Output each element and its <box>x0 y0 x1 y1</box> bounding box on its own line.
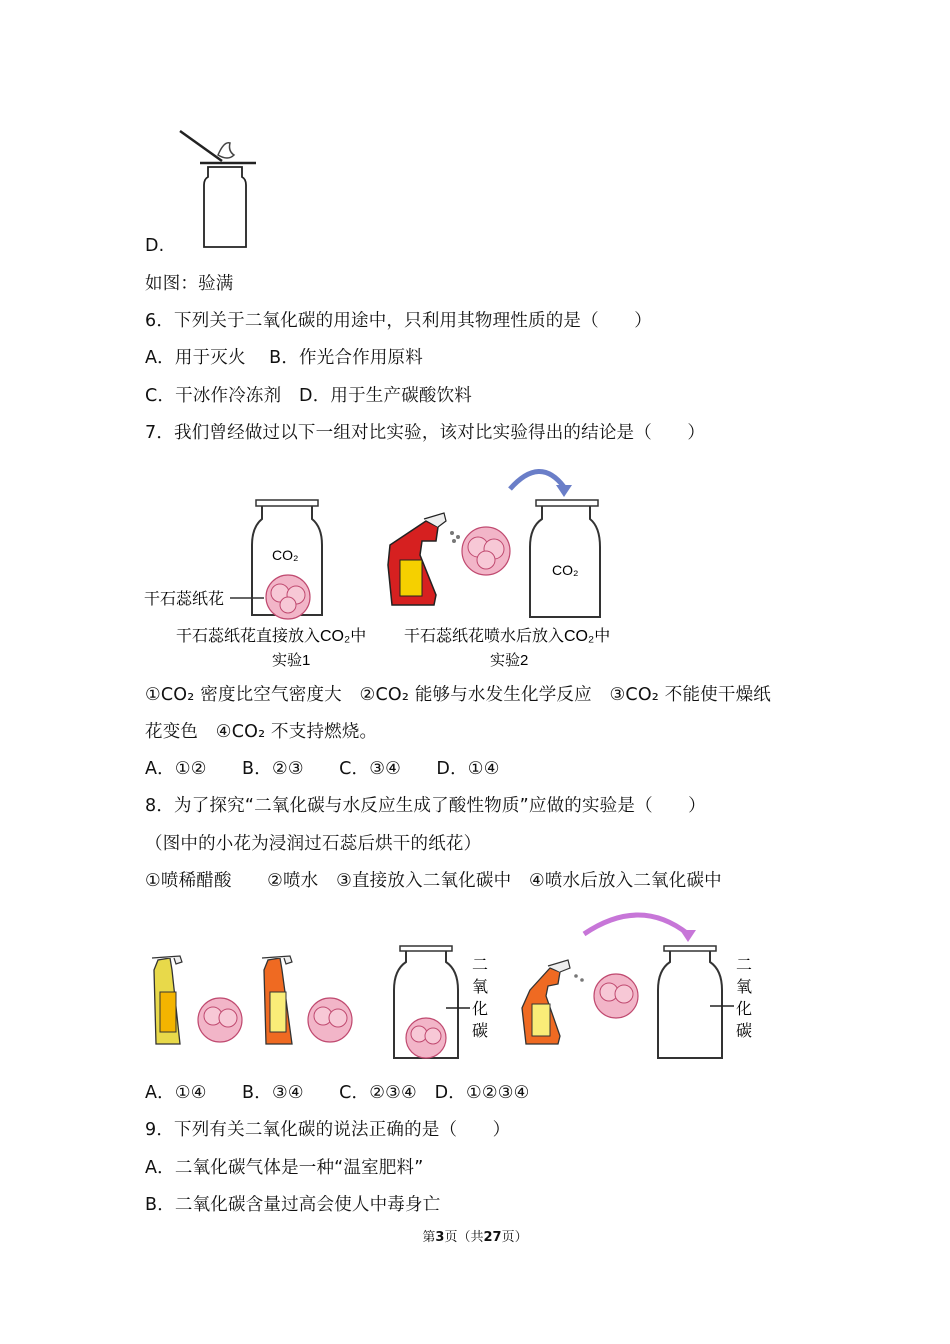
exp1-caption: 干石蕊纸花直接放入CO₂中 <box>176 628 367 645</box>
page-number: 3 <box>435 1230 445 1245</box>
footer-suffix: 页） <box>501 1230 528 1245</box>
flower-icon <box>406 1018 446 1058</box>
gas-char-3: 化 <box>472 1001 489 1018</box>
gas-char-3b: 化 <box>736 1001 753 1018</box>
exp2-gas-label: CO₂ <box>552 562 579 578</box>
q7-statements-line1: ①CO₂ 密度比空气密度大 ②CO₂ 能够与水发生化学反应 ③CO₂ 不能使干燥纸 <box>145 685 771 705</box>
bottle-with-match-figure <box>170 125 270 255</box>
q8-note: （图中的小花为浸润过石蕊后烘干的纸花） <box>145 834 482 854</box>
exp2-caption: 干石蕊纸花喷水后放入CO₂中 <box>404 628 611 645</box>
flower-icon <box>594 974 638 1018</box>
exp2-name: 实验2 <box>490 652 529 669</box>
spray-bottle-icon <box>262 956 292 1044</box>
exp1-name: 实验1 <box>272 652 311 669</box>
spray-bottle-icon <box>152 956 182 1044</box>
arrow-icon <box>510 471 564 489</box>
q8-stem: 8．为了探究“二氧化碳与水反应生成了酸性物质”应做的实验是（ ） <box>145 796 706 816</box>
q9-option-a: A．二氧化碳气体是一种“温室肥料” <box>145 1158 424 1178</box>
q6-stem: 6．下列关于二氧化碳的用途中，只利用其物理性质的是（ ） <box>145 311 652 331</box>
footer-prefix: 第 <box>422 1230 436 1245</box>
gas-char-4b: 碳 <box>736 1023 753 1040</box>
q9-option-b: B．二氧化碳含量过高会使人中毒身亡 <box>145 1195 441 1215</box>
q8-options: A．①④ B．③④ C．②③④ D．①②③④ <box>145 1083 530 1103</box>
gas-char-2: 氧 <box>472 979 489 996</box>
flower-label: 干石蕊纸花 <box>144 591 225 608</box>
gas-char-2b: 氧 <box>736 979 753 996</box>
flower-icon <box>462 527 510 575</box>
exp1-gas-label: CO₂ <box>272 547 299 563</box>
q7-experiment-figure <box>140 455 640 670</box>
gas-char-4: 碳 <box>472 1023 489 1040</box>
flower-icon <box>198 998 242 1042</box>
q6-options-row2: C．干冰作冷冻剂 D．用于生产碳酸饮料 <box>145 386 472 406</box>
footer-middle: 页（共 <box>444 1230 484 1245</box>
option-d-label: D. <box>145 236 165 256</box>
total-pages: 27 <box>483 1230 502 1245</box>
flower-icon <box>266 575 310 619</box>
arrow-icon <box>584 915 688 934</box>
gas-char-1b: 二 <box>736 957 753 974</box>
q6-options-row1: A．用于灭火 B．作光合作用原料 <box>145 348 423 368</box>
spray-bottle-icon <box>522 960 584 1044</box>
q7-statements-line2: 花变色 ④CO₂ 不支持燃烧。 <box>145 722 378 742</box>
page-footer <box>0 1226 950 1245</box>
spray-bottle-icon <box>388 513 460 605</box>
q7-options: A．①② B．②③ C．③④ D．①④ <box>145 759 500 779</box>
gas-char-1: 二 <box>472 957 489 974</box>
q9-stem: 9．下列有关二氧化碳的说法正确的是（ ） <box>145 1120 511 1140</box>
q7-stem: 7．我们曾经做过以下一组对比实验，该对比实验得出的结论是（ ） <box>145 423 706 443</box>
q8-experiment-figure <box>140 900 770 1065</box>
q5-caption: 如图：验满 <box>145 274 234 294</box>
q8-items: ①喷稀醋酸 ②喷水 ③直接放入二氧化碳中 ④喷水后放入二氧化碳中 <box>145 871 722 891</box>
flower-icon <box>308 998 352 1042</box>
